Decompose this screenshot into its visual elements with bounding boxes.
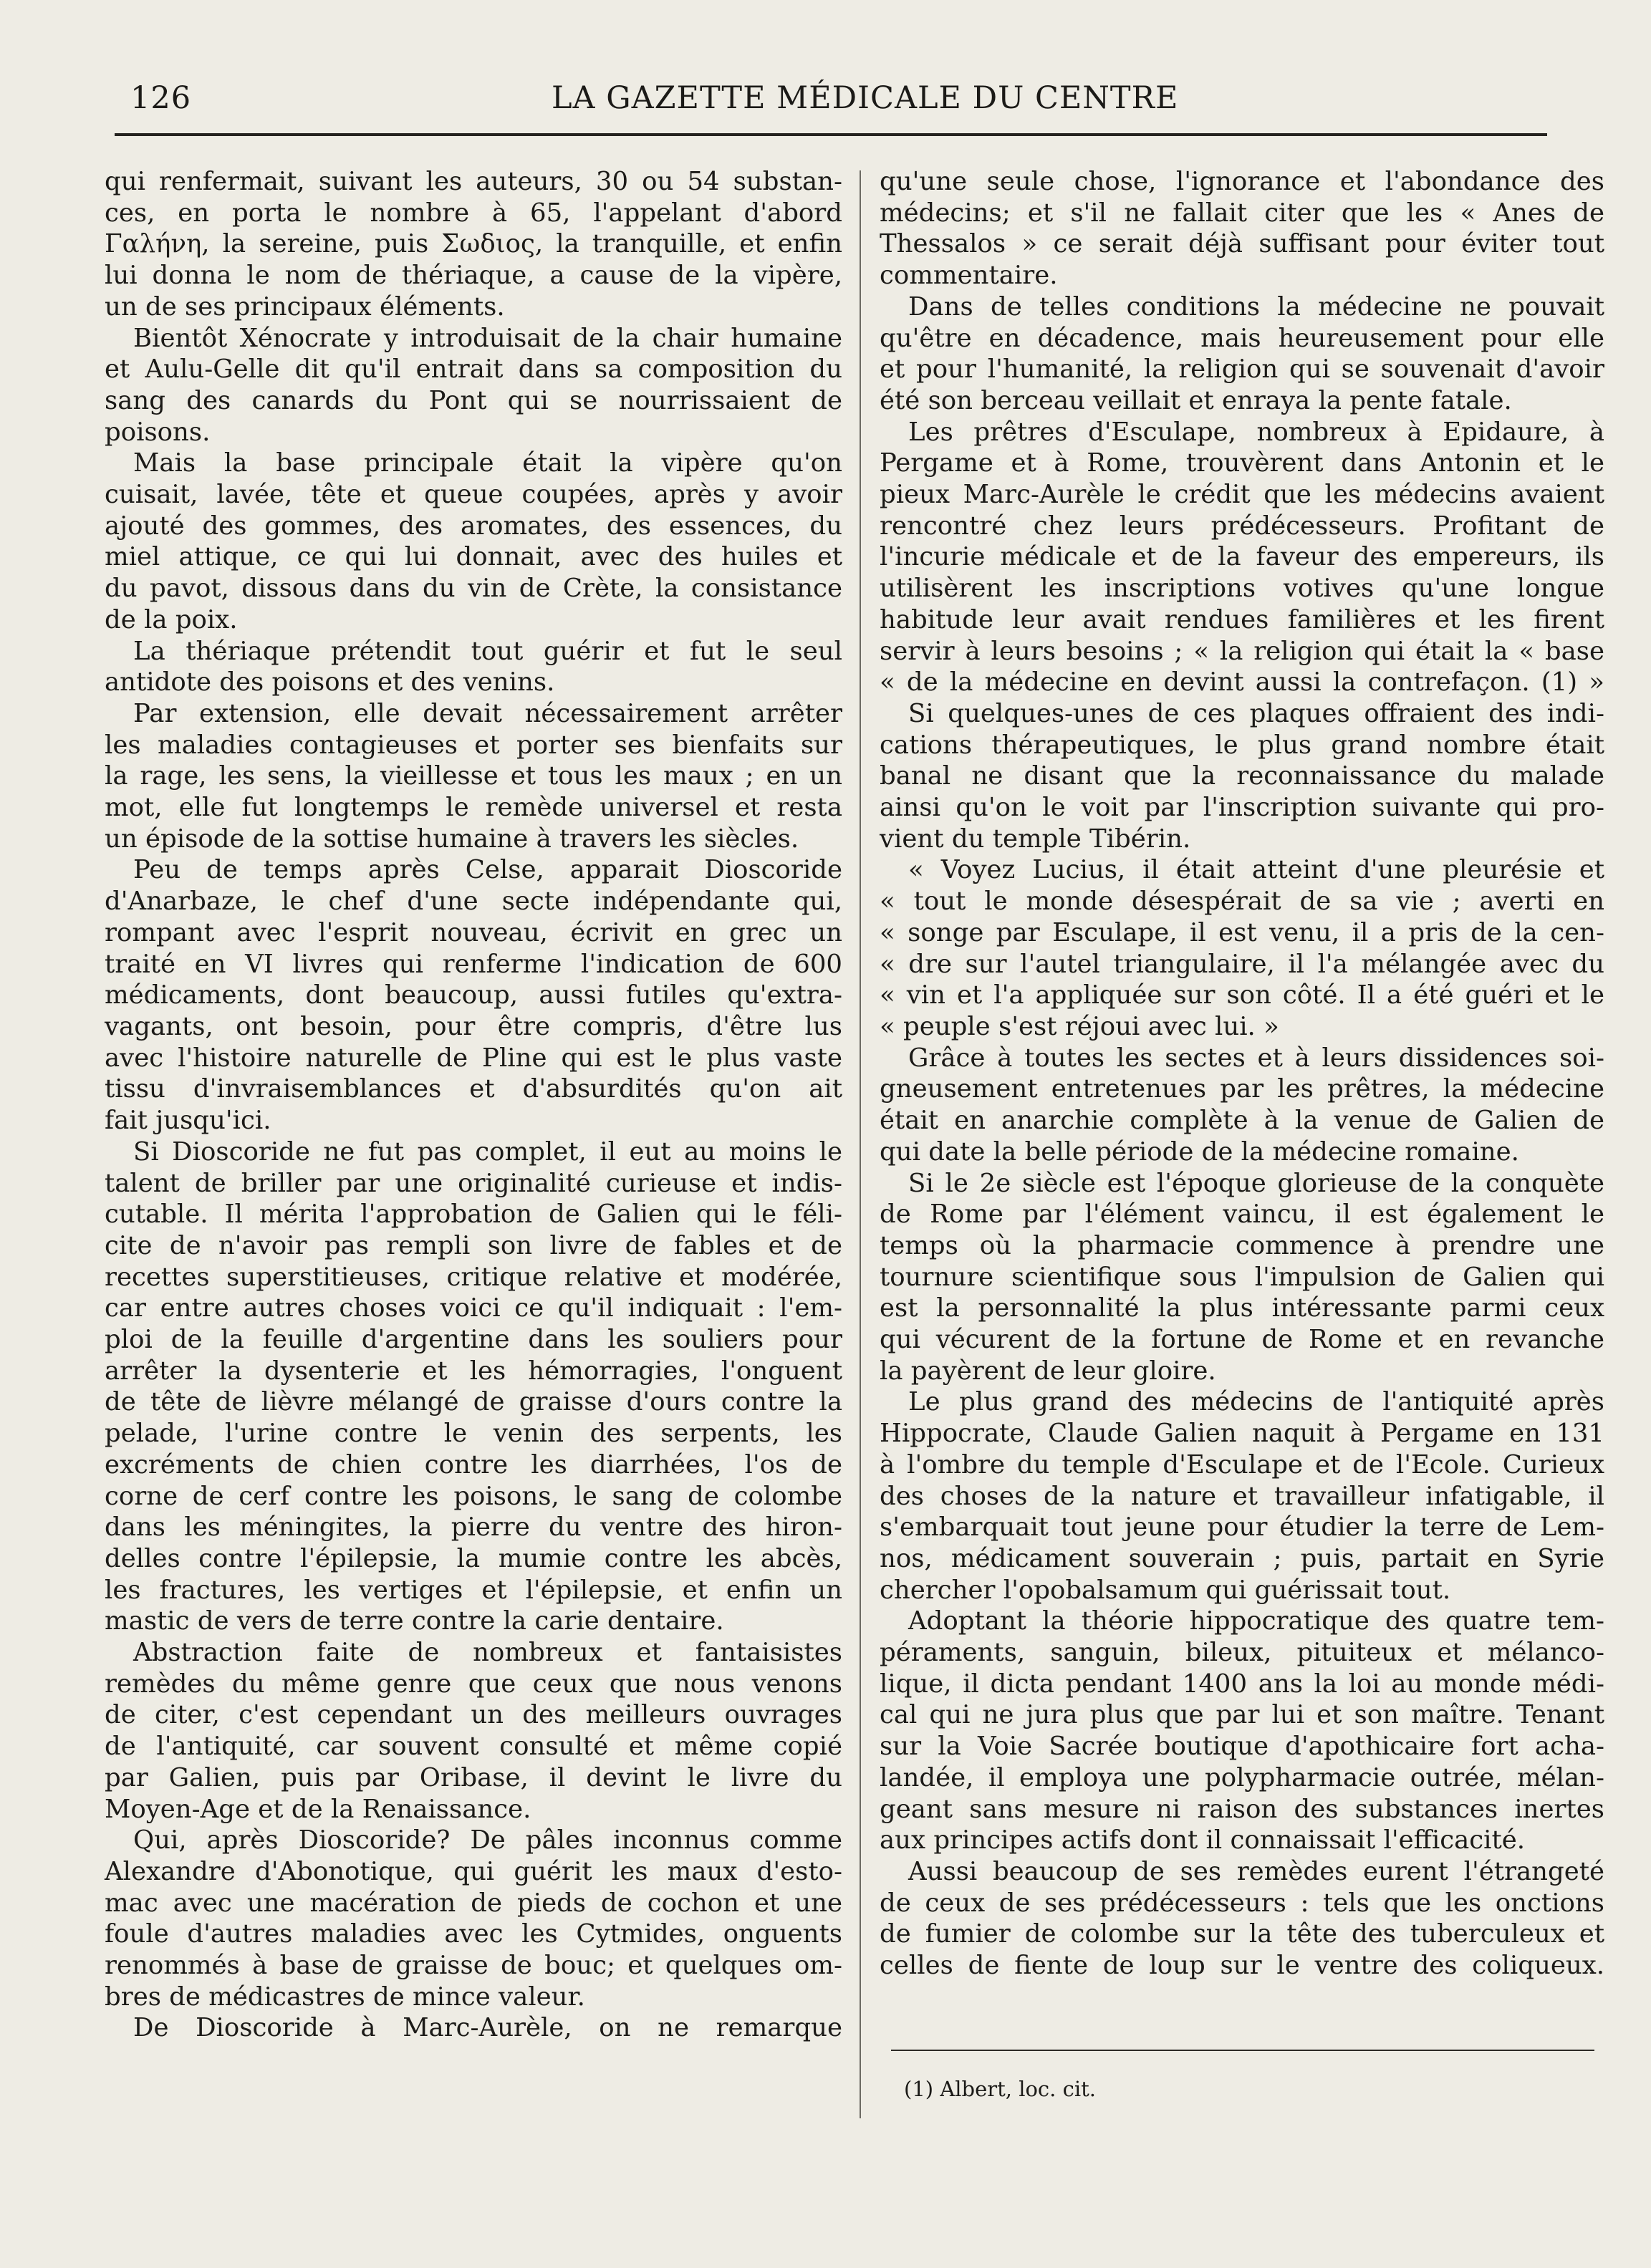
- text-line: tissu d'invraisemblances et d'absurdités qu'on ait: [105, 1074, 842, 1104]
- text-line: Moyen-Age et de la Renaissance.: [105, 1794, 531, 1824]
- text-line: un épisode de la sottise humaine à travers les siècles.: [105, 824, 799, 854]
- text-line: qui date la belle période de la médecine romaine.: [880, 1137, 1519, 1167]
- text-line: pelade, l'urine contre le venin des serpents, les: [105, 1419, 842, 1449]
- text-line: vagants, ont besoin, pour être compris, d'être lus: [105, 1011, 842, 1041]
- text-line: traité en VI livres qui renferme l'indication de 600: [105, 949, 842, 979]
- text-line: Adoptant la théorie hippocratique des quatre tem-: [908, 1606, 1604, 1636]
- text-line: delles contre l'épilepsie, la mumie contre les abcès,: [105, 1543, 842, 1573]
- text-line: qu'une seule chose, l'ignorance et l'abondance des: [880, 167, 1604, 196]
- text-line: celles de fiente de loup sur le ventre des coliqueux.: [880, 1951, 1604, 1981]
- column-divider: [860, 170, 861, 2118]
- text-line: poisons.: [105, 417, 211, 447]
- text-line: remèdes du même genre que ceux que nous venons: [105, 1669, 842, 1699]
- text-line: sur la Voie Sacrée boutique d'apothicaire fort acha-: [880, 1732, 1604, 1762]
- text-line: qui vécurent de la fortune de Rome et en revanche: [880, 1325, 1604, 1355]
- text-line: par Galien, puis par Oribase, il devint le livre du: [105, 1762, 842, 1792]
- text-line: est la personnalité la plus intéressante parmi ceux: [880, 1293, 1604, 1323]
- text-line: ces, en porta le nombre à 65, l'appelant d'abord: [105, 198, 842, 228]
- text-line: Si quelques-unes de ces plaques offraient des indi-: [908, 698, 1604, 728]
- text-line: les fractures, les vertiges et l'épilepsie, et enfin un: [105, 1575, 842, 1605]
- text-line: La thériaque prétendit tout guérir et fut le seul: [133, 636, 842, 666]
- text-line: été son berceau veillait et enraya la pente fatale.: [880, 385, 1512, 415]
- text-line: cite de n'avoir pas rempli son livre de fables et de: [105, 1230, 842, 1260]
- text-line: servir à leurs besoins ; « la religion qui était la « base: [880, 636, 1604, 666]
- text-line: l'incurie médicale et de la faveur des empereurs, ils: [880, 542, 1604, 572]
- text-line: qui renfermait, suivant les auteurs, 30 ou 54 substan-: [105, 167, 842, 196]
- text-line: Qui, après Dioscoride? De pâles inconnus comme: [133, 1825, 842, 1856]
- text-line: « Voyez Lucius, il était atteint d'une pleurésie et: [908, 855, 1604, 885]
- text-line: « de la médecine en devint aussi la contrefaçon. (1) »: [880, 667, 1604, 698]
- right-column: [880, 166, 1604, 1982]
- footnote-rule: [891, 2050, 1594, 2051]
- page-number: 126: [130, 80, 192, 116]
- text-line: qu'être en décadence, mais heureusement pour elle: [880, 323, 1604, 353]
- text-line: péraments, sanguin, bileux, pituiteux et mélanco-: [880, 1638, 1604, 1668]
- left-column: [105, 166, 842, 2044]
- text-line: sang des canards du Pont qui se nourrissaient de: [105, 385, 842, 415]
- text-line: Grâce à toutes les sectes et à leurs dissidences soi-: [908, 1043, 1604, 1073]
- text-line: banal ne disant que la reconnaissance du malade: [880, 761, 1604, 791]
- text-line: de la poix.: [105, 604, 238, 634]
- text-line: Mais la base principale était la vipère qu'on: [133, 448, 842, 478]
- text-line: de citer, c'est cependant un des meilleurs ouvrages: [105, 1700, 842, 1730]
- text-line: mastic de vers de terre contre la carie dentaire.: [105, 1606, 724, 1636]
- text-line: Si Dioscoride ne fut pas complet, il eut au moins le: [133, 1137, 842, 1167]
- text-line: geant sans mesure ni raison des substances inertes: [880, 1794, 1604, 1824]
- text-line: et pour l'humanité, la religion qui se souvenait d'avoir: [880, 354, 1604, 385]
- text-line: de fumier de colombe sur la tête des tuberculeux et: [880, 1919, 1604, 1949]
- text-line: cuisait, lavée, tête et queue coupées, après y avoir: [105, 480, 842, 510]
- text-line: s'embarquait tout jeune pour étudier la terre de Lem-: [880, 1512, 1604, 1543]
- text-line: ajouté des gommes, des aromates, des essences, du: [105, 511, 842, 541]
- text-line: Thessalos » ce serait déjà suffisant pour éviter tout: [880, 229, 1604, 259]
- text-line: « songe par Esculape, il est venu, il a pris de la cen-: [880, 917, 1604, 947]
- text-line: temps où la pharmacie commence à prendre une: [880, 1230, 1604, 1260]
- text-line: De Dioscoride à Marc-Aurèle, on ne remarque: [133, 2013, 842, 2043]
- text-line: Alexandre d'Abonotique, qui guérit les maux d'esto-: [105, 1856, 842, 1886]
- running-title: LA GAZETTE MÉDICALE DU CENTRE: [552, 80, 1179, 116]
- text-line: Γαλήνη, la sereine, puis Σωδιος, la tranquille, et enfin: [105, 229, 842, 259]
- text-line: rompant avec l'esprit nouveau, écrivit en grec un: [105, 917, 842, 947]
- text-line: la rage, les sens, la vieillesse et tous les maux ; en un: [105, 761, 842, 791]
- text-line: « tout le monde désespérait de sa vie ; averti en: [880, 887, 1604, 917]
- text-line: Bientôt Xénocrate y introduisait de la chair humaine: [133, 323, 842, 353]
- text-line: landée, il employa une polypharmacie outrée, mélan-: [880, 1762, 1604, 1792]
- text-line: vient du temple Tibérin.: [880, 824, 1191, 854]
- text-line: Par extension, elle devait nécessairement arrêter: [133, 698, 842, 728]
- text-line: et Aulu-Gelle dit qu'il entrait dans sa composition du: [105, 354, 842, 385]
- text-line: « dre sur l'autel triangulaire, il l'a mélangée avec du: [880, 949, 1604, 979]
- text-line: d'Anarbaze, le chef d'une secte indépendante qui,: [105, 887, 842, 917]
- text-line: utilisèrent les inscriptions votives qu'une longue: [880, 574, 1604, 604]
- text-line: cations thérapeutiques, le plus grand nombre était: [880, 730, 1604, 760]
- text-line: fait jusqu'ici.: [105, 1106, 271, 1136]
- text-line: médicaments, dont beaucoup, aussi futiles qu'extra-: [105, 980, 842, 1010]
- text-line: Le plus grand des médecins de l'antiquité après: [908, 1387, 1604, 1417]
- text-line: rencontré chez leurs prédécesseurs. Profitant de: [880, 511, 1604, 541]
- text-line: Pergame et à Rome, trouvèrent dans Antonin et le: [880, 448, 1604, 478]
- text-line: bres de médicastres de mince valeur.: [105, 1982, 585, 2012]
- text-line: mac avec une macération de pieds de cochon et une: [105, 1888, 842, 1918]
- text-line: avec l'histoire naturelle de Pline qui est le plus vaste: [105, 1043, 842, 1073]
- text-line: lique, il dicta pendant 1400 ans la loi au monde médi-: [880, 1669, 1604, 1699]
- text-line: du pavot, dissous dans du vin de Crète, la consistance: [105, 574, 842, 604]
- footnote: (1) Albert, loc. cit.: [904, 2077, 1096, 2101]
- text-line: aux principes actifs dont il connaissait l'efficacité.: [880, 1825, 1526, 1856]
- text-line: Peu de temps après Celse, apparait Dioscoride: [133, 855, 842, 885]
- text-line: miel attique, ce qui lui donnait, avec des huiles et: [105, 542, 842, 572]
- text-line: nos, médicament souverain ; puis, partait en Syrie: [880, 1543, 1604, 1573]
- text-line: à l'ombre du temple d'Esculape et de l'Ecole. Curieux: [880, 1449, 1604, 1480]
- text-line: chercher l'opobalsamum qui guérissait tout.: [880, 1575, 1451, 1605]
- text-line: Dans de telles conditions la médecine ne pouvait: [908, 291, 1604, 322]
- text-line: la payèrent de leur gloire.: [880, 1356, 1216, 1386]
- text-line: de l'antiquité, car souvent consulté et même copié: [105, 1732, 842, 1762]
- text-line: était en anarchie complète à la venue de Galien de: [880, 1106, 1604, 1136]
- text-line: cutable. Il mérita l'approbation de Galien qui le féli-: [105, 1200, 842, 1230]
- text-line: cal qui ne jura plus que par lui et son maître. Tenant: [880, 1700, 1604, 1730]
- text-line: Les prêtres d'Esculape, nombreux à Epidaure, à: [908, 417, 1604, 447]
- text-line: de Rome par l'élément vaincu, il est également le: [880, 1200, 1604, 1230]
- text-line: ainsi qu'on le voit par l'inscription suivante qui pro-: [880, 793, 1604, 823]
- text-line: Abstraction faite de nombreux et fantaisistes: [133, 1638, 842, 1668]
- text-line: recettes superstitieuses, critique relative et modérée,: [105, 1262, 842, 1292]
- text-line: arrêter la dysenterie et les hémorragies, l'onguent: [105, 1356, 842, 1386]
- text-line: talent de briller par une originalité curieuse et indis-: [105, 1168, 842, 1198]
- text-line: les maladies contagieuses et porter ses bienfaits sur: [105, 730, 842, 760]
- text-line: « vin et l'a appliquée sur son côté. Il a été guéri et le: [880, 980, 1604, 1010]
- text-line: gneusement entretenues par les prêtres, la médecine: [880, 1074, 1604, 1104]
- text-line: Hippocrate, Claude Galien naquit à Pergame en 131: [880, 1419, 1604, 1449]
- text-line: médecins; et s'il ne fallait citer que les « Anes de: [880, 198, 1604, 228]
- text-line: excréments de chien contre les diarrhées, l'os de: [105, 1449, 842, 1480]
- text-line: de ceux de ses prédécesseurs : tels que les onctions: [880, 1888, 1604, 1918]
- text-line: mot, elle fut longtemps le remède universel et resta: [105, 793, 842, 823]
- text-line: de tête de lièvre mélangé de graisse d'ours contre la: [105, 1387, 842, 1417]
- text-line: « peuple s'est réjoui avec lui. »: [880, 1011, 1279, 1041]
- text-line: lui donna le nom de thériaque, a cause de la vipère,: [105, 261, 842, 291]
- header-rule: [115, 133, 1547, 136]
- text-line: pieux Marc-Aurèle le crédit que les médecins avaient: [880, 480, 1604, 510]
- text-line: car entre autres choses voici ce qu'il indiquait : l'em-: [105, 1293, 842, 1323]
- text-line: commentaire.: [880, 261, 1058, 291]
- text-line: antidote des poisons et des venins.: [105, 667, 555, 698]
- text-line: tournure scientifique sous l'impulsion de Galien qui: [880, 1262, 1604, 1292]
- text-line: Si le 2e siècle est l'époque glorieuse de la conquète: [908, 1168, 1604, 1198]
- text-line: ploi de la feuille d'argentine dans les souliers pour: [105, 1325, 842, 1355]
- text-line: un de ses principaux éléments.: [105, 291, 505, 322]
- text-line: foule d'autres maladies avec les Cytmides, onguents: [105, 1919, 842, 1949]
- text-line: Aussi beaucoup de ses remèdes eurent l'étrangeté: [908, 1856, 1604, 1886]
- text-line: corne de cerf contre les poisons, le sang de colombe: [105, 1481, 842, 1511]
- text-line: renommés à base de graisse de bouc; et quelques om-: [105, 1951, 842, 1981]
- text-line: dans les méningites, la pierre du ventre des hiron-: [105, 1512, 842, 1543]
- text-line: des choses de la nature et travailleur infatigable, il: [880, 1481, 1604, 1511]
- text-line: habitude leur avait rendues familières et les firent: [880, 604, 1604, 634]
